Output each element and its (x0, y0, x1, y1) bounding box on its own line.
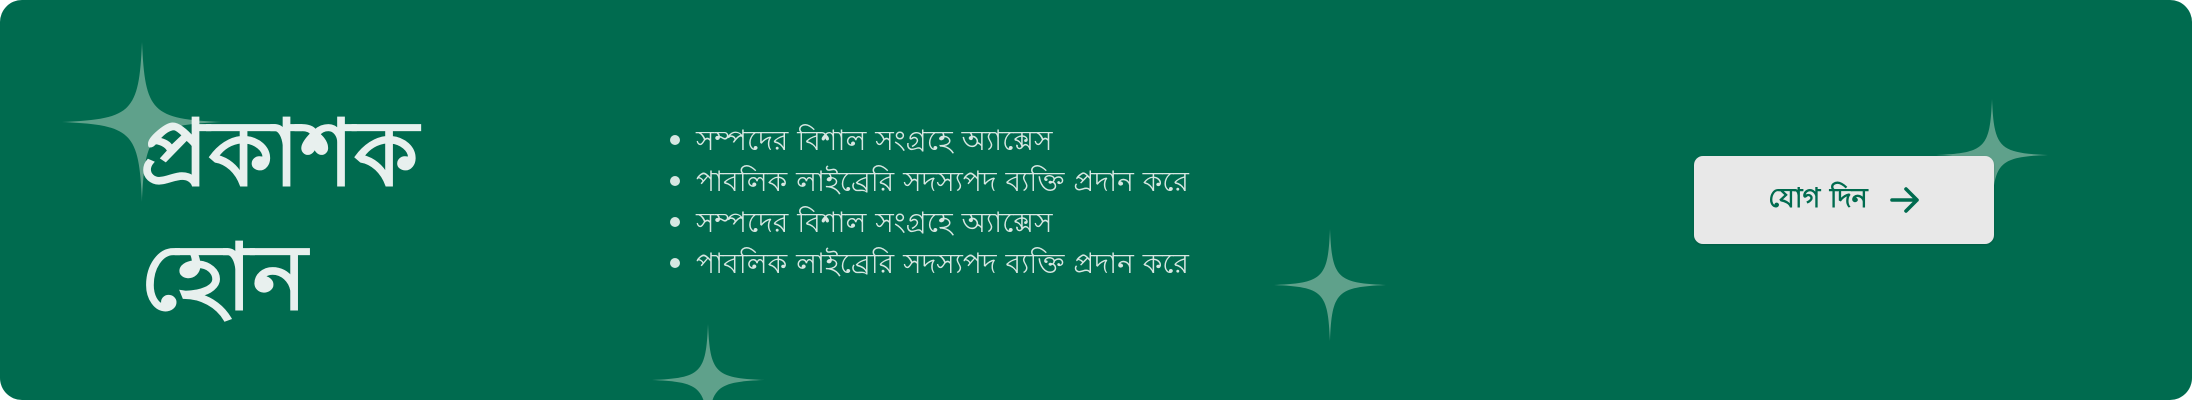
feature-text: পাবলিক লাইব্রেরি সদস্যপদ ব্যক্তি প্রদান করে (696, 165, 1189, 198)
sparkle-icon (1274, 229, 1386, 341)
bullet-dot (670, 135, 680, 145)
bullet-dot (670, 176, 680, 186)
feature-text: পাবলিক লাইব্রেরি সদস্যপদ ব্যক্তি প্রদান করে (696, 247, 1189, 280)
banner-title (140, 92, 560, 340)
feature-item (668, 202, 1189, 243)
feature-list (668, 120, 1189, 284)
feature-text: সম্পদের বিশাল সংগ্রহে অ্যাক্সেস (696, 124, 1053, 157)
feature-item (668, 161, 1189, 202)
sparkle-icon (652, 324, 764, 400)
feature-item (668, 120, 1189, 161)
join-button-label: যোগ দিন (1768, 182, 1868, 214)
arrow-right-icon (1890, 187, 1920, 213)
feature-text: সম্পদের বিশাল সংগ্রহে অ্যাক্সেস (696, 206, 1053, 239)
feature-item (668, 243, 1189, 284)
title-line-2: হোন (140, 224, 308, 331)
bullet-dot (670, 258, 680, 268)
bullet-dot (670, 217, 680, 227)
join-button[interactable] (1694, 156, 1994, 244)
title-line-1: প্রকাশক (140, 100, 419, 207)
